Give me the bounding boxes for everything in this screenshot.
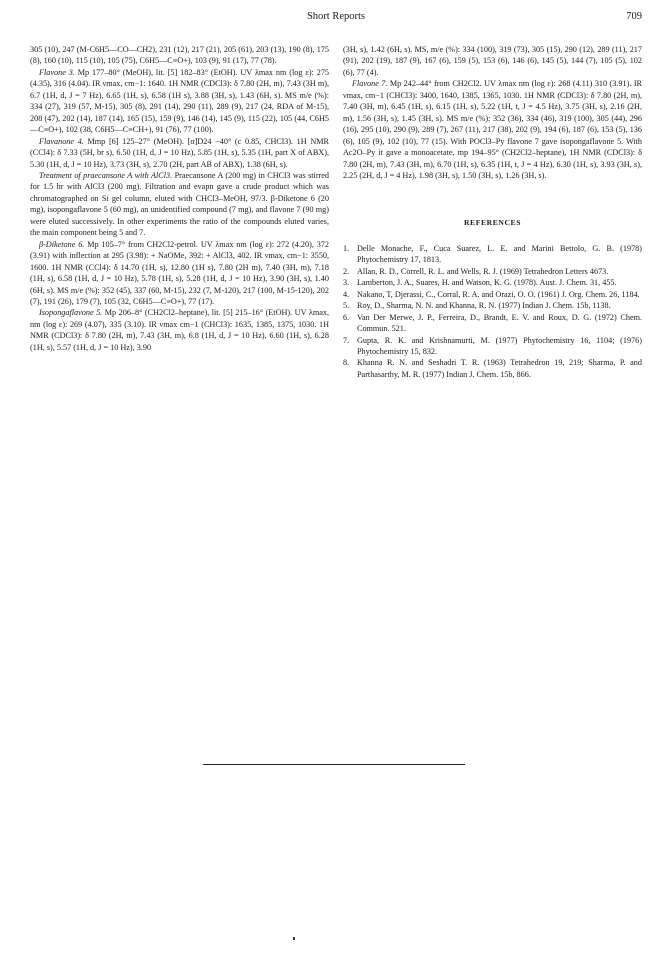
references-heading: REFERENCES	[463, 218, 522, 228]
reference-item	[343, 335, 642, 358]
paragraph	[343, 44, 642, 78]
end-of-article-rule	[203, 764, 465, 765]
reference-number: 2.	[343, 266, 350, 276]
paragraph-text: (3H, s), 1.42 (6H, s). MS, m/e (%): 334 (100), 319 (73), 305 (15), 290 (12), 289 (11), 217 (91), 202 (19), 187 (9), 167 (6), 159 (5), 153 (6), 146 (6), 145 (5), 144 (7), 105 (5), 102 (6), 77 (4).	[343, 45, 642, 77]
reference-text: Delle Monache, F., Cuca Suarez, L. E. and Marini Bettolo, G. B. (1978) Phytochemistry 17, 1813.	[357, 243, 642, 265]
journal-section-title: Short Reports	[306, 11, 366, 22]
reference-number: 3.	[343, 278, 350, 288]
paragraph-flavanone-4	[30, 136, 329, 170]
run-in-heading: Flavone 7.	[352, 79, 388, 89]
paragraph-beta-diketone-6	[30, 239, 329, 308]
reference-text: Khanna R. N. and Seshadri T. R. (1963) Tetrahedron 19, 219; Sharma, P. and Parthasarthy, M. R. (1977) Indian J. Chem. 15b, 866.	[357, 358, 642, 379]
run-in-heading: Flavanone 4.	[39, 136, 84, 146]
reference-item	[343, 357, 642, 380]
paragraph-flavone-3	[30, 67, 329, 136]
reference-number: 1.	[343, 243, 350, 253]
reference-number: 4.	[343, 289, 350, 299]
reference-text: Van Der Merwe, J. P., Ferreira, D., Brandt, E. V. and Roux, D. G. (1972) Chem. Commun. 521.	[357, 312, 642, 334]
paragraph-text: 305 (10), 247 (M-C6H5—CO—CH2), 231 (12), 217 (21), 205 (61), 203 (13), 190 (8), 175 (8), 160 (10), 115 (10), 105 (75), C6H5—C≡O+), 103 (9), 91 (17), 77 (78).	[30, 45, 329, 66]
page-speck	[293, 937, 295, 940]
paragraph	[30, 44, 329, 67]
reference-item	[343, 243, 642, 266]
reference-number: 8.	[343, 358, 350, 368]
paragraph-text: Mp 105–7° from CH2Cl2-petrol. UV λmax nm (log ε): 272 (4.20), 372 (3.91) with inflection at 295 (3.98): + NaOMe, 392: + AlCl3, 402. IR νmax, cm−1: 3550, 1600. 1H NMR (CCl4): δ 14.70 (1H, s), 12.80 (1H s), 7.80 (2H m), 7.40 (3H, m), 7.18 (1H, s), 6.58 (1H, d, J = 10 Hz), 5.78 (1H, s), 5.28 (1H, d, J = 10 Hz), 3.90 (3H, s), 1.40 (6H, s). MS m/e (%): 352 (45), 337 (60, M-15), 232 (7, M-120), 217 (100, M-15-120), 202 (7), 191 (26), 179 (7), 105 (32, C6H5—C≡O+), 77 (17).	[30, 239, 329, 306]
reference-text: Allan, R. D., Correll, R. L. and Wells, R. J. (1969) Tetrahedron Letters 4673.	[357, 266, 609, 276]
reference-text: Gupta, R. K. and Krishnamurti, M. (1977) Phytochemistry 16, 1104; (1976) Phytochemistry 15, 832.	[357, 335, 642, 356]
left-column	[30, 44, 329, 353]
reference-text: Lamberton, J. A., Suares, H. and Watson, K. G. (1978). Aust. J. Chem. 31, 455.	[357, 278, 617, 288]
reference-text: Roy, D., Sharma, N. N. and Khanna, R. N. (1977) Indian J. Chem. 15b, 1138.	[357, 301, 611, 311]
run-in-heading: Isopongaflavone 5.	[39, 308, 103, 318]
paragraph-text: Mp 242–44° from CH2Cl2. UV λmax nm (log ε): 268 (4.11) 310 (3.91). IR νmax, cm−1 (CHCl3): 3400, 1640, 1385, 1365, 1030. 1H NMR (CDCl3): δ 7.80 (2H, m), 7.40 (3H, m), 6.45 (1H, s), 6.15 (1H, s), 5.22 (1H, t, J = 4.5 Hz), 3.75 (3H, s), 2.16 (2H, m), 1.56 (3H, s), 1.45 (3H, s). MS m/e (%): 352 (36), 334 (46), 319 (100), 305 (44), 296 (16), 295 (10), 290 (9), 289 (7), 267 (11), 217 (38), 202 (9), 194 (6), 187 (6), 153 (5), 136 (6), 105 (9), 102 (10), 77 (15). With POCl3–Py flavone 7 gave isopongaflavone 5. With Ac2O–Py it gave a monoacetate, mp 194–95° (CH2Cl2–heptane), 1H NMR (CDCl3): δ 7.80 (2H, m), 7.43 (3H, m), 6.70 (1H, s), 6.35 (1H, t, J = 4 Hz), 6.30 (1H, s), 3.93 (3H, s), 2.25 (2H, d, J = 4 Hz), 1.98 (3H, s), 1.50 (3H, s), 1.26 (3H, s).	[343, 79, 643, 180]
running-header	[30, 11, 642, 25]
paragraph-text: Praecansone A (200 mg) in CHCl3 was stirred for 1.5 hr with AlCl3 (200 mg). Filtration and evapn gave a crude product which was chromatographed on Si gel column, eluted with CHCl3–MeOH, 97/3. β-Diketone 6 (20 mg), isopongaflavone 5 (60 mg), an unidentified compound (7 mg), and flavone 7 (90 mg) were eluted successively. In other experiments the ratio of the compounds eluted varies, the main component being 5 and 7.	[30, 170, 330, 238]
paragraph-text: Mmp [6] 125–27° (MeOH). [α]D24 −40° (c 0.85, CHCl3). 1H NMR (CCl4): δ 7.33 (5H, br s), 6.50 (1H, d, J = 10 Hz), 5.85 (1H, s), 5.35 (1H, part X of ABX), 5.30 (1H, d, J = 10 Hz), 3.73 (3H, s), 2.70 (2H, part AB of ABX), 1.38 (6H, s).	[30, 136, 329, 169]
reference-text: Nakano, T, Djerassi, C., Corral, R. A. and Orazi, O. O. (1961) J. Org. Chem. 26, 1184.	[357, 289, 640, 299]
reference-item	[343, 277, 642, 288]
reference-item	[343, 289, 642, 300]
reference-item	[343, 300, 642, 311]
reference-item	[343, 312, 642, 335]
reference-list	[343, 243, 642, 380]
paragraph-text: Mp 206–8° (CH2Cl2–heptane), lit. [5] 215–16° (EtOH). UV λmax, nm (log ε): 269 (4.07), 335 (3.10). IR νmax cm−1 (CHCl3): 1635, 1385, 1375, 1030. 1H NMR (CDCl3): δ 7.80 (2H, m), 7.43 (3H, m), 6.8 (1H, d, J = 10 Hz), 6.60 (1H, s), 6.28 (1H, s), 5.57 (1H, d, J = 10 Hz), 3.90	[30, 308, 329, 352]
reference-number: 6.	[343, 312, 350, 322]
reference-number: 7.	[343, 335, 350, 345]
run-in-heading: Treatment of praecansone A with AlCl3.	[39, 170, 173, 180]
paragraph-flavone-7	[343, 78, 642, 181]
run-in-heading: Flavone 3.	[39, 67, 75, 77]
reference-number: 5.	[343, 301, 350, 311]
paragraph-isopongaflavone-5	[30, 307, 329, 353]
run-in-heading: β-Diketone 6.	[39, 239, 85, 249]
paragraph-text: Mp 177–80° (MeOH), lit. [5] 182–83° (EtOH). UV λmax nm (log ε): 275 (4.35), 316 (4.04). IR νmax, cm−1: 1640. 1H NMR (CDCl3): δ 7.80 (2H, m), 7.43 (3H m), 6.7 (1H, d, J = 7 Hz), 6.65 (1H, s), 6.58 (1H s), 3.88 (3H, s), 1.43 (6H, s). MS m/e (%): 334 (27), 319 (57, M-15), 305 (8), 291 (14), 290 (11), 289 (9), 217 (24, RDA of M-15), 208 (47), 202 (14), 187 (14), 165 (15), 159 (9), 146 (14), 145 (9), 115 (22), 105 (44, C6H5—C≡O+), 102 (38, C6H5—C≡CH+), 91 (76), 77 (100).	[30, 67, 330, 135]
page-number: 709	[626, 11, 642, 22]
reference-item	[343, 266, 642, 277]
paragraph-treatment	[30, 170, 329, 239]
right-column	[343, 44, 642, 380]
